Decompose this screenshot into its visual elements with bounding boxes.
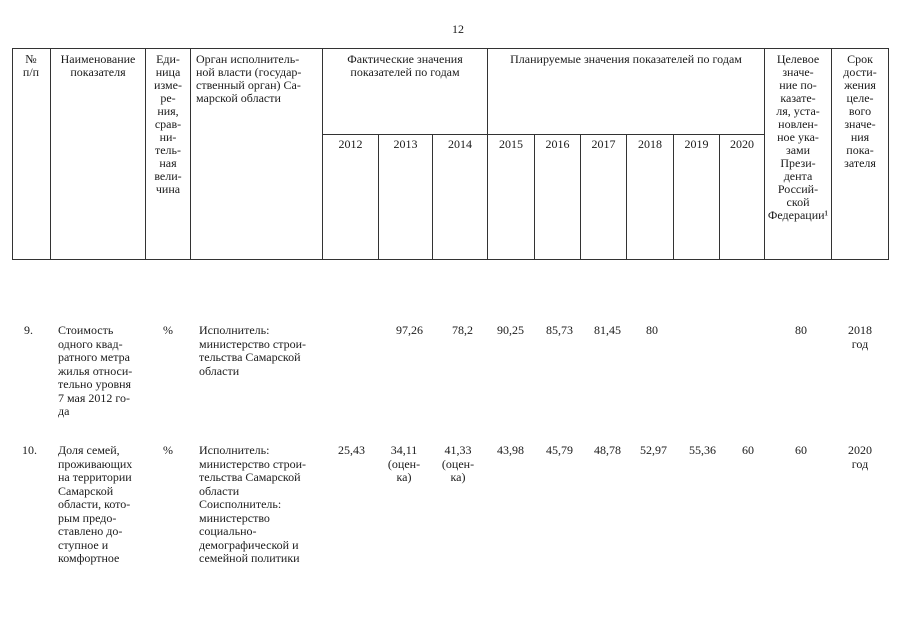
- row-value: 90,25: [497, 323, 524, 337]
- year-2013: 2013: [393, 137, 418, 151]
- header-unit: Еди- ница изме- ре- ния, срав- ни- тель- ная вели- чина: [154, 52, 182, 196]
- row-value: 85,73: [546, 323, 573, 337]
- row-value: 41,33 (оцен- ка): [441, 443, 475, 484]
- row-value: 43,98: [497, 443, 524, 457]
- row-unit: %: [163, 323, 173, 337]
- row-target: 60: [795, 443, 807, 457]
- row-org: Исполнитель: министерство строи- тельства Самарской области: [199, 323, 307, 378]
- row-name: Доля семей, проживающих на территории Самарской области, кото- рым предо- ставлено до- ступное и комфортное: [58, 443, 133, 565]
- row-target: 80: [795, 323, 807, 337]
- row-value: 97,26: [396, 323, 423, 337]
- year-2020: 2020: [730, 137, 754, 151]
- header-target: Целевое значе- ние по- казате- ля, уста- новлен- ное ука- зами Прези- дента Россий- ской Федерации¹: [767, 52, 829, 222]
- header-term: Срок дости- жения целе- вого значе- ния пока- зателя: [843, 52, 877, 170]
- year-2016: 2016: [545, 137, 570, 151]
- row-org: Исполнитель: министерство строи- тельства Самарской области Соисполнитель: министерство социально- демографической и семейной политики: [199, 443, 307, 565]
- row-value: 81,45: [594, 323, 621, 337]
- header-num: № п/п: [22, 52, 40, 79]
- row-value: 78,2: [452, 323, 473, 337]
- header-name: Наименование показателя: [60, 52, 136, 79]
- row-num: 10.: [22, 443, 37, 457]
- year-2015: 2015: [499, 137, 523, 151]
- year-2019: 2019: [684, 137, 709, 151]
- row-term: 2020 год: [848, 443, 872, 471]
- row-value: 60: [742, 443, 754, 457]
- row-value: 48,78: [594, 443, 621, 457]
- year-2012: 2012: [338, 137, 363, 151]
- row-value: 55,36: [689, 443, 716, 457]
- year-2018: 2018: [638, 137, 662, 151]
- page-number: 12: [452, 22, 464, 36]
- header-fact: Фактические значения показателей по годам: [347, 52, 463, 79]
- row-name: Стоимость одного квад- ратного метра жилья относи- тельно уровня 7 мая 2012 го- да: [58, 323, 133, 418]
- row-value: 80: [646, 323, 658, 337]
- row-term: 2018 год: [848, 323, 872, 351]
- year-2014: 2014: [448, 137, 472, 151]
- header-plan: Планируемые значения показателей по годам: [510, 52, 742, 66]
- row-num: 9.: [24, 323, 33, 337]
- year-2017: 2017: [591, 137, 616, 151]
- row-value: 25,43: [338, 443, 365, 457]
- row-unit: %: [163, 443, 173, 457]
- row-value: 52,97: [640, 443, 667, 457]
- header-org: Орган исполнитель- ной власти (государ- ственный орган) Са- марской области: [196, 52, 302, 105]
- row-value: 45,79: [546, 443, 573, 457]
- row-value: 34,11 (оцен- ка): [387, 443, 421, 484]
